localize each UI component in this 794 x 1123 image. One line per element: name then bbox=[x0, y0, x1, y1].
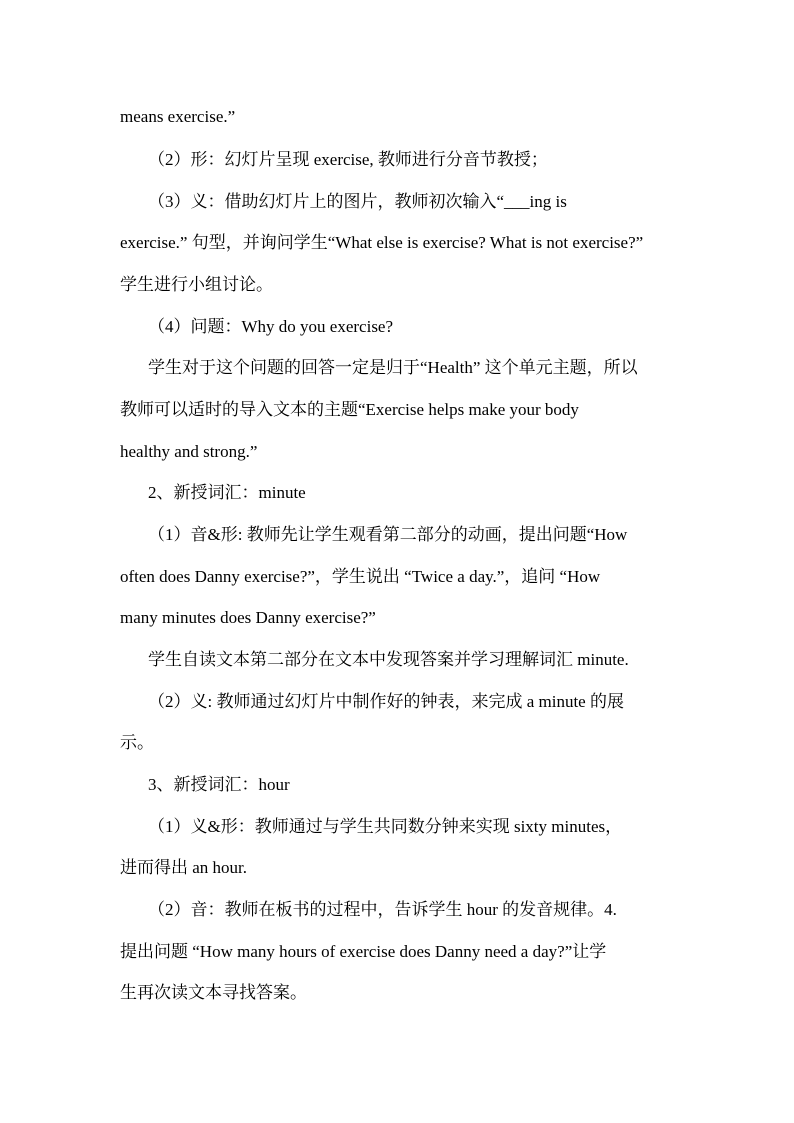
text-line: （2）形：幻灯片呈现 exercise, 教师进行分音节教授； bbox=[148, 150, 548, 169]
text-line: means exercise.” bbox=[120, 107, 236, 126]
text-line: （4）问题：Why do you exercise? bbox=[148, 317, 394, 336]
text-line: 学生进行小组讨论。 bbox=[120, 275, 273, 294]
text-line: （3）义：借助幻灯片上的图片，教师初次输入“___ing is bbox=[148, 192, 567, 211]
text-line: （2）义: 教师通过幻灯片中制作好的钟表，来完成 a minute 的展 bbox=[148, 692, 624, 711]
section-heading: 3、新授词汇：hour bbox=[148, 775, 290, 794]
text-line: 教师可以适时的导入文本的主题“Exercise helps make your body bbox=[120, 400, 579, 419]
text-line: （2）音：教师在板书的过程中，告诉学生 hour 的发音规律。4. bbox=[148, 900, 617, 919]
text-line: 生再次读文本寻找答案。 bbox=[120, 983, 307, 1002]
text-line: often does Danny exercise?”，学生说出 “Twice a day.”，追问 “How bbox=[120, 567, 601, 586]
text-line: （1）义&形：教师通过与学生共同数分钟来实现 sixty minutes， bbox=[148, 817, 623, 836]
text-line: 进而得出 an hour. bbox=[120, 858, 248, 877]
text-line: 示。 bbox=[120, 733, 154, 752]
text-line: healthy and strong.” bbox=[120, 442, 258, 461]
text-line: exercise.” 句型，并询问学生“What else is exercise? What is not exercise?” bbox=[120, 233, 644, 252]
text-line: many minutes does Danny exercise?” bbox=[120, 608, 376, 627]
section-heading: 2、新授词汇：minute bbox=[148, 483, 306, 502]
text-line: 学生对于这个问题的回答一定是归于“Health” 这个单元主题，所以 bbox=[148, 358, 638, 377]
text-line: （1）音&形: 教师先让学生观看第二部分的动画，提出问题“How bbox=[148, 525, 628, 544]
text-line: 提出问题 “How many hours of exercise does Danny need a day?”让学 bbox=[120, 942, 607, 961]
text-line: 学生自读文本第二部分在文本中发现答案并学习理解词汇 minute. bbox=[148, 650, 629, 669]
